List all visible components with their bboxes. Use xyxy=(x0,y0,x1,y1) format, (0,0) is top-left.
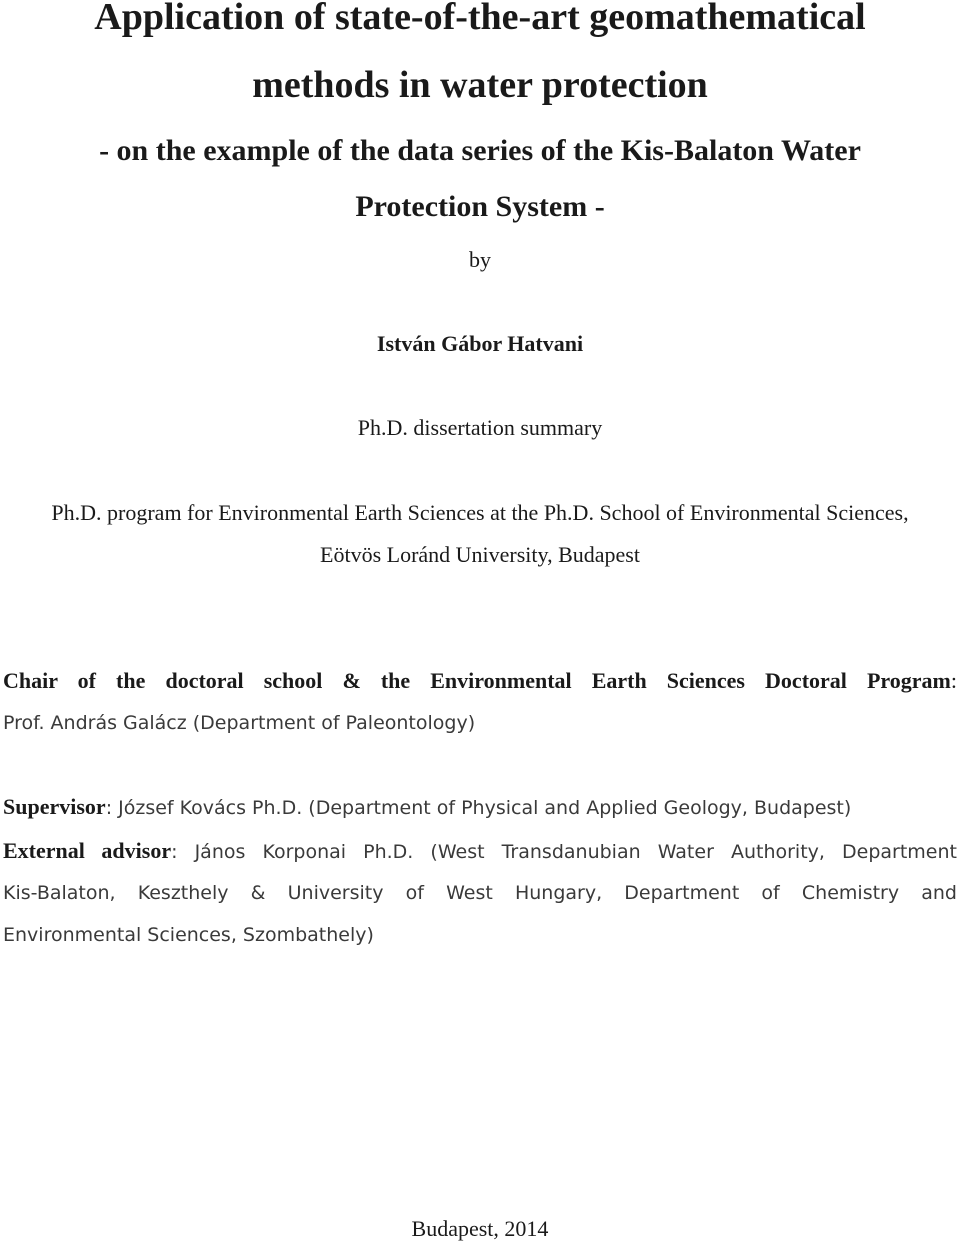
document-type: Ph.D. dissertation summary xyxy=(357,415,603,440)
program-line-1: Ph.D. program for Environmental Earth Sciences at the Ph.D. School of Environmental Sciences, xyxy=(51,500,909,525)
chair-label-text: Chair of the doctoral school & the Environmental Earth Sciences Doctoral Program xyxy=(3,668,951,693)
supervisor-label: Supervisor xyxy=(3,794,106,819)
by-label: by xyxy=(469,247,491,272)
subtitle-line-2: Protection System - xyxy=(355,190,605,223)
program-line-2: Eötvös Loránd University, Budapest xyxy=(320,542,640,567)
author-name: István Gábor Hatvani xyxy=(376,331,584,356)
external-advisor-value-1: János Korponai Ph.D. (West Transdanubian Water Authority, Department xyxy=(177,841,957,863)
external-advisor-line-1 xyxy=(3,837,957,866)
external-advisor-colon: : xyxy=(171,841,178,863)
supervisor-line xyxy=(3,793,957,822)
chair-name: Prof. András Galácz (Department of Paleontology) xyxy=(3,712,476,734)
external-advisor-label: External advisor xyxy=(3,838,172,863)
supervisor-colon: : xyxy=(105,797,113,819)
chair-label-colon: : xyxy=(950,668,957,693)
subtitle-line-1: - on the example of the data series of the Kis-Balaton Water xyxy=(99,134,861,167)
place-and-year: Budapest, 2014 xyxy=(411,1216,549,1241)
title-line-2: methods in water protection xyxy=(252,64,708,106)
chair-label xyxy=(3,667,957,695)
title-line-1: Application of state-of-the-art geomathematical xyxy=(94,0,866,38)
external-advisor-line-2: Kis-Balaton, Keszthely & University of West Hungary, Department of Chemistry and xyxy=(3,882,957,904)
supervisor-value: József Kovács Ph.D. (Department of Physical and Applied Geology, Budapest) xyxy=(112,797,852,819)
external-advisor-line-3: Environmental Sciences, Szombathely) xyxy=(3,924,374,946)
